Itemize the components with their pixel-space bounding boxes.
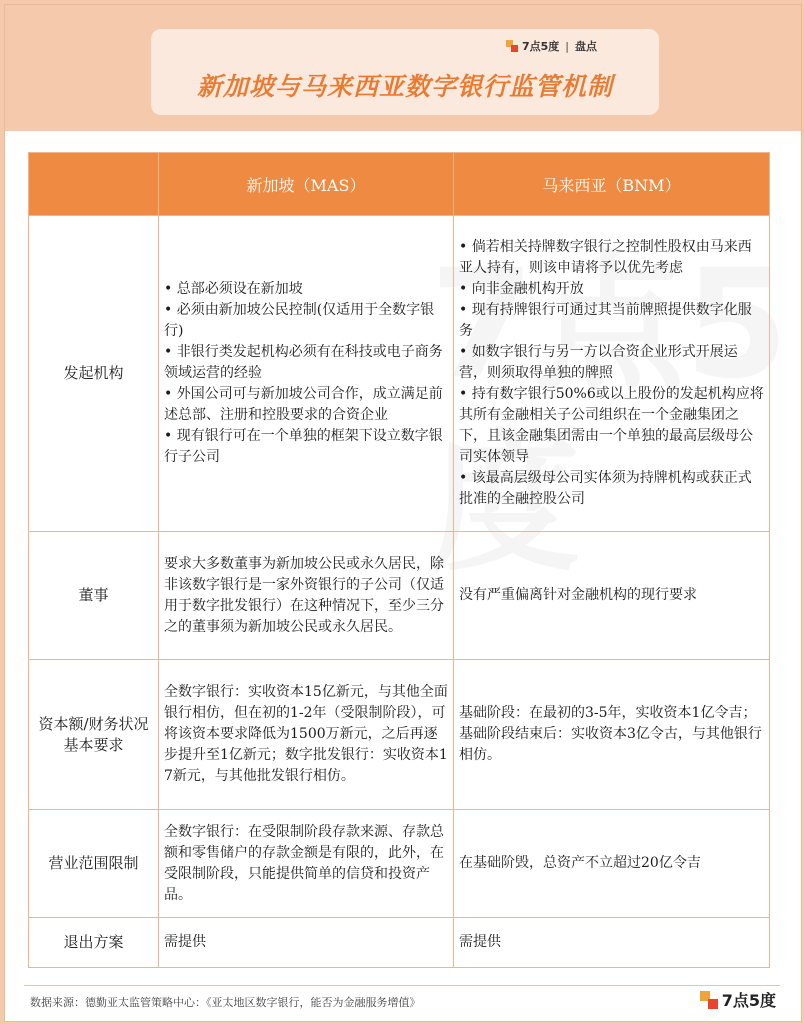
singapore-cell xyxy=(159,532,454,660)
list-item: • 外国公司可与新加坡公司合作，成立满足前述总部、注册和控股要求的合资企业 xyxy=(164,386,443,423)
singapore-cell xyxy=(159,660,454,810)
list-item: • 如数字银行与另一方以合资企业形式开展运营，则须取得单独的牌照 xyxy=(459,344,738,381)
cell-text: 在基础阶毁，总资产不立超过20亿令吉 xyxy=(459,855,701,871)
malaysia-cell xyxy=(454,216,770,532)
cell-text: 需提供 xyxy=(164,934,206,950)
row-label: 营业范围限制 xyxy=(29,810,159,918)
column-header-malaysia: 马来西亚（BNM） xyxy=(454,153,770,216)
brand-logo-icon xyxy=(506,40,518,52)
cell-text: 没有严重偏离针对金融机构的现行要求 xyxy=(459,587,697,603)
table-row xyxy=(29,810,770,918)
list-item: • 必须由新加坡公民控制(仅适用于全数字银行) xyxy=(164,302,435,339)
list-item: • 向非金融机构开放 xyxy=(459,281,584,297)
malaysia-cell xyxy=(454,810,770,918)
table-row xyxy=(29,660,770,810)
title-card xyxy=(151,29,659,115)
malaysia-cell xyxy=(454,660,770,810)
table-header-row xyxy=(29,153,770,216)
table-row xyxy=(29,216,770,532)
cell-text: 需提供 xyxy=(459,934,501,950)
cell-text: 要求大多数董事为新加坡公民或永久居民，除非该数字银行是一家外资银行的子公司（仅适用于数字批发银行）在这种情况下，至少三分之的董事须为新加坡公民或永久居民。 xyxy=(164,555,444,635)
brand-separator: | xyxy=(565,39,569,53)
cell-text: 基础阶段结束后：实收资本3亿令古，与其他银行相仿。 xyxy=(459,726,762,763)
comparison-table xyxy=(28,152,770,968)
footer-brand-name: 7点5度 xyxy=(721,991,776,1010)
list-item: • 现有持牌银行可通过其当前牌照提供数字化服务 xyxy=(459,302,752,339)
list-item: • 非银行类发起机构必须有在科技或电子商务领域运营的经验 xyxy=(164,344,443,381)
footer xyxy=(24,985,780,1016)
row-label: 退出方案 xyxy=(29,918,159,968)
malaysia-cell xyxy=(454,918,770,968)
brand-logo-icon xyxy=(700,991,718,1009)
table-row xyxy=(29,918,770,968)
singapore-cell xyxy=(159,810,454,918)
list-item: • 现有银行可在一个单独的框架下设立数字银行子公司 xyxy=(164,428,443,465)
list-item: • 倘若相关持牌数字银行之控制性股权由马来西亚人持有，则该申请将予以优先考虑 xyxy=(459,239,752,276)
table-row xyxy=(29,532,770,660)
list-item: • 该最高层级母公司实体须为持牌机构或获正式批准的全融控股公司 xyxy=(459,470,752,507)
list-item: • 持有数字银行50%6或以上股份的发起机构应将其所有金融相关子公司组织在一个金融集团之下，且该金融集团需由一个单独的最高层级母公司实体领导 xyxy=(459,386,764,465)
cell-text: 基础阶段：在最初的3-5年，实收资本1亿令吉； xyxy=(459,705,757,721)
cell-text: 全数字银行：实收资本15亿新元，与其他全面银行相仿，但在初的1-2年（受限制阶段），可将该资本要求降低为1500万新元，之后再逐步提升至1亿新元；数字批发银行：实收资本17新元，与其他批发银行相仿。 xyxy=(164,684,448,784)
brand-name: 7点5度 xyxy=(521,40,560,53)
data-source: 数据来源：德勤亚太监管策略中心：《亚太地区数字银行，能否为金融服务增值》 xyxy=(30,996,421,1009)
column-header-singapore: 新加坡（MAS） xyxy=(159,153,454,216)
list-item: • 总部必须设在新加坡 xyxy=(164,281,303,297)
singapore-cell xyxy=(159,216,454,532)
row-label: 董事 xyxy=(29,532,159,660)
singapore-cell xyxy=(159,918,454,968)
malaysia-cell xyxy=(454,532,770,660)
section-label: 盘点 xyxy=(575,40,597,53)
page-title: 新加坡与马来西亚数字银行监管机制 xyxy=(196,72,613,101)
corner-cell xyxy=(29,153,159,216)
header-brand xyxy=(506,38,597,54)
footer-brand xyxy=(700,988,776,1011)
cell-text: 全数字银行：在受限制阶段存款来源、存款总额和零售储户的存款金额是有限的，此外，在受限制阶段，只能提供简单的信贷和投资产品。 xyxy=(164,823,444,903)
row-label: 资本额/财务状况基本要求 xyxy=(29,660,159,810)
row-label: 发起机构 xyxy=(29,216,159,532)
